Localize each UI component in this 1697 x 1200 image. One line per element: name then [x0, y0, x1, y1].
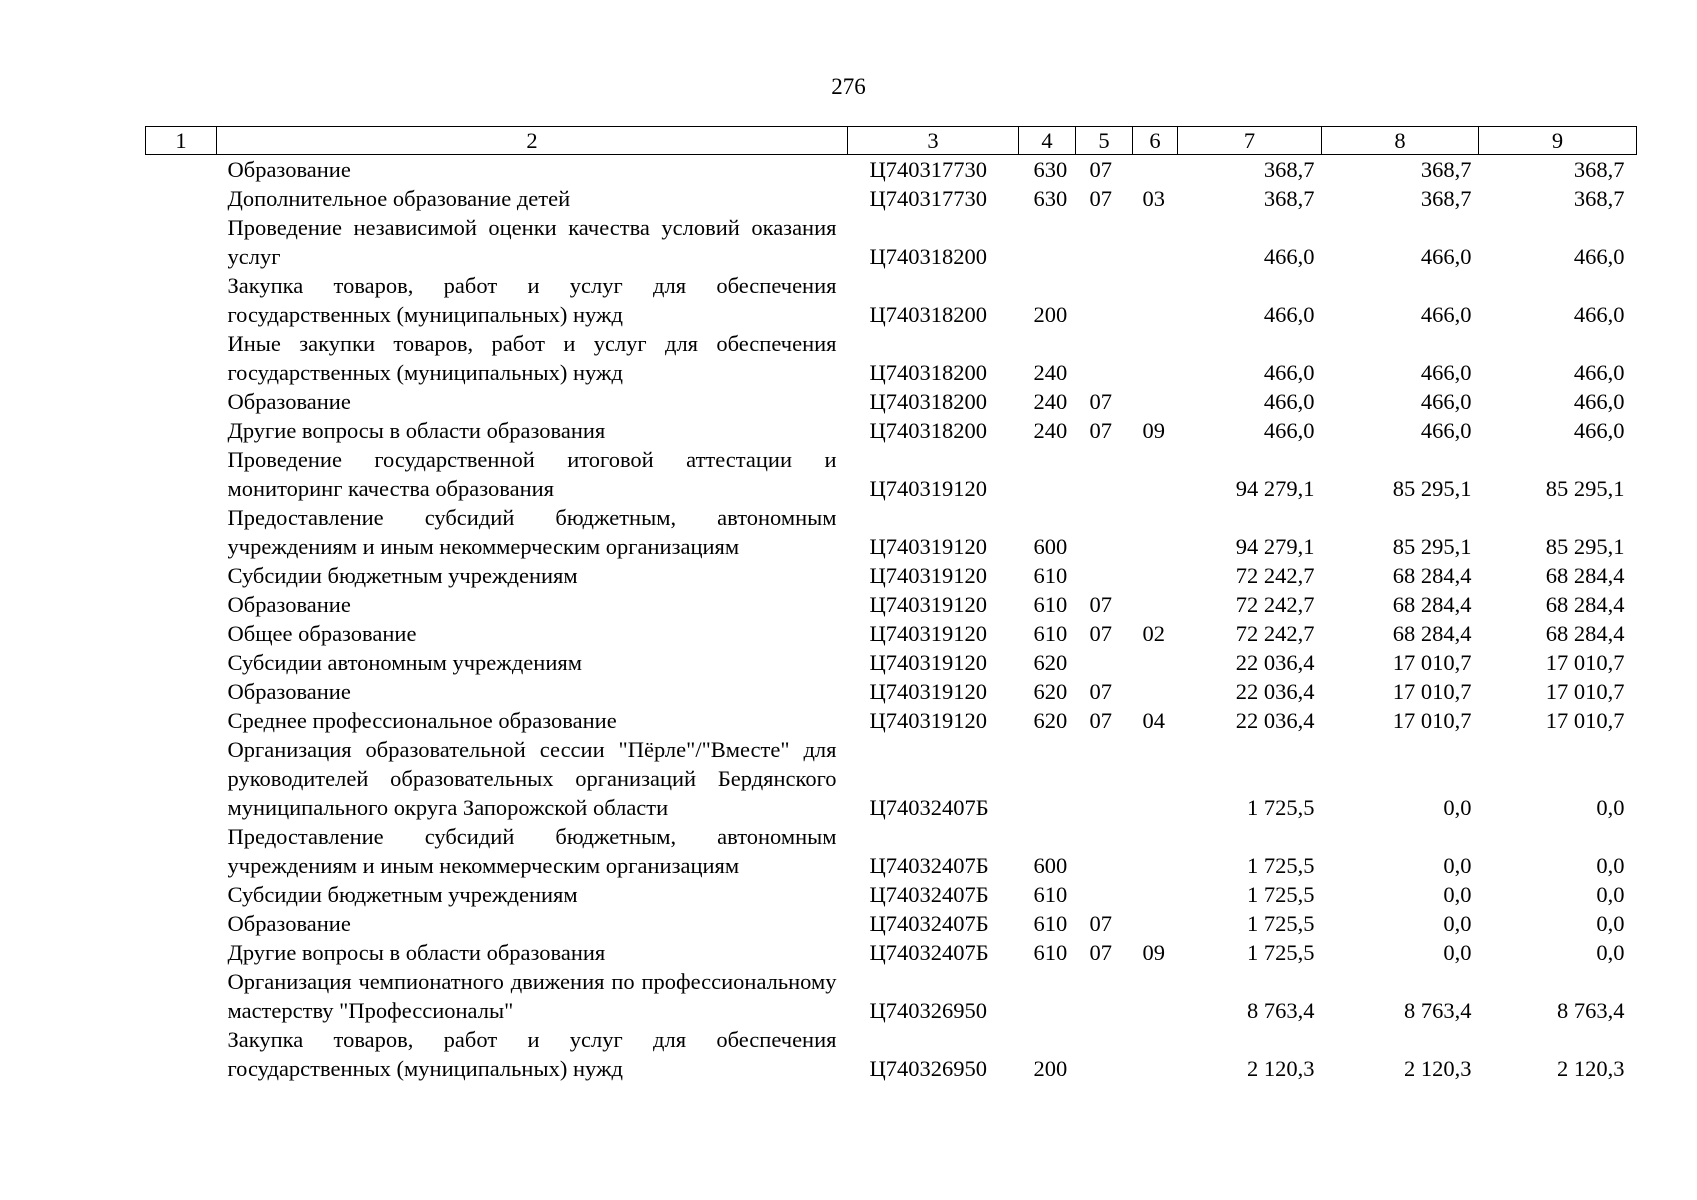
row-section: [1076, 561, 1133, 590]
row-amount-1: 22 036,4: [1235, 679, 1315, 704]
row-expense-type: 620: [1033, 708, 1068, 733]
row-subsection: [1133, 213, 1178, 271]
row-code: Ц740326950: [869, 998, 987, 1023]
row-expense-type: 630: [1033, 157, 1068, 182]
row-amount-2: 466,0: [1420, 418, 1472, 443]
row-amount-2: 2 120,3: [1404, 1056, 1472, 1081]
row-subsection: [1133, 822, 1178, 880]
row-amount-1: 72 242,7: [1235, 621, 1315, 646]
row-amount-2: 0,0: [1443, 940, 1472, 965]
row-amount-3: 466,0: [1573, 244, 1625, 269]
row-section: 07: [1089, 940, 1112, 965]
table-row: [146, 938, 1637, 967]
row-name: Закупка товаров, работ и услуг для обеспечения государственных (муниципальных) нужд: [227, 273, 837, 327]
row-subsection: 09: [1142, 940, 1165, 965]
row-subsection: [1133, 590, 1178, 619]
row-expense-type: [1019, 735, 1076, 822]
row-amount-1: 2 120,3: [1247, 1056, 1315, 1081]
row-section: [1076, 822, 1133, 880]
row-section: 07: [1089, 157, 1112, 182]
row-blank-cell: [146, 416, 217, 445]
row-blank-cell: [146, 706, 217, 735]
row-section: [1076, 967, 1133, 1025]
row-amount-1: 22 036,4: [1235, 650, 1315, 675]
row-code: Ц740318200: [869, 418, 987, 443]
row-name: Образование: [227, 911, 351, 936]
row-amount-3: 0,0: [1596, 853, 1625, 878]
row-amount-1: 466,0: [1263, 244, 1315, 269]
row-name: Проведение государственной итоговой аттестации и мониторинг качества образования: [227, 447, 837, 501]
row-subsection: 09: [1142, 418, 1165, 443]
column-number: 8: [1322, 127, 1479, 155]
row-blank-cell: [146, 329, 217, 387]
row-code: Ц740318200: [869, 302, 987, 327]
row-section: [1076, 503, 1133, 561]
row-section: [1076, 735, 1133, 822]
row-name: Образование: [227, 389, 351, 414]
row-code: Ц74032407Б: [869, 853, 989, 878]
row-subsection: [1133, 967, 1178, 1025]
column-number: 6: [1133, 127, 1178, 155]
row-section: 07: [1089, 679, 1112, 704]
row-name: Субсидии бюджетным учреждениям: [227, 563, 578, 588]
row-subsection: [1133, 677, 1178, 706]
row-amount-1: 72 242,7: [1235, 563, 1315, 588]
row-name: Образование: [227, 157, 351, 182]
row-subsection: 04: [1142, 708, 1165, 733]
table-row: [146, 967, 1637, 1025]
row-amount-3: 17 010,7: [1545, 708, 1625, 733]
row-code: Ц740319120: [869, 650, 987, 675]
row-subsection: [1133, 387, 1178, 416]
row-code: Ц740317730: [869, 186, 987, 211]
row-subsection: [1133, 503, 1178, 561]
row-amount-1: 94 279,1: [1235, 476, 1315, 501]
column-number: 2: [217, 127, 848, 155]
row-expense-type: 610: [1033, 911, 1068, 936]
row-name: Другие вопросы в области образования: [227, 940, 606, 965]
row-expense-type: 610: [1033, 621, 1068, 646]
row-amount-1: 94 279,1: [1235, 534, 1315, 559]
column-number: 9: [1479, 127, 1637, 155]
row-subsection: 02: [1142, 621, 1165, 646]
row-name: Проведение независимой оценки качества условий оказания услуг: [227, 215, 837, 269]
row-expense-type: [1019, 213, 1076, 271]
row-amount-3: 17 010,7: [1545, 679, 1625, 704]
row-expense-type: 600: [1033, 853, 1068, 878]
row-name: Предоставление субсидий бюджетным, автономным учреждениям и иным некоммерческим организациям: [227, 824, 837, 878]
row-code: Ц740319120: [869, 708, 987, 733]
row-name: Закупка товаров, работ и услуг для обеспечения государственных (муниципальных) нужд: [227, 1027, 837, 1081]
row-blank-cell: [146, 561, 217, 590]
row-amount-2: 85 295,1: [1392, 476, 1472, 501]
table-row: [146, 329, 1637, 387]
row-amount-1: 1 725,5: [1247, 795, 1315, 820]
row-blank-cell: [146, 648, 217, 677]
row-name: Иные закупки товаров, работ и услуг для обеспечения государственных (муниципальных) нужд: [227, 331, 837, 385]
row-amount-3: 368,7: [1573, 157, 1625, 182]
row-amount-1: 466,0: [1263, 389, 1315, 414]
table-row: [146, 648, 1637, 677]
row-expense-type: 240: [1033, 418, 1068, 443]
row-amount-3: 466,0: [1573, 360, 1625, 385]
row-amount-2: 466,0: [1420, 389, 1472, 414]
row-amount-3: 0,0: [1596, 940, 1625, 965]
row-subsection: [1133, 1025, 1178, 1083]
column-number: 7: [1178, 127, 1322, 155]
row-code: Ц74032407Б: [869, 940, 989, 965]
row-blank-cell: [146, 184, 217, 213]
row-amount-3: 68 284,4: [1545, 563, 1625, 588]
row-subsection: [1133, 271, 1178, 329]
table-row: [146, 909, 1637, 938]
row-amount-2: 0,0: [1443, 795, 1472, 820]
budget-table: [145, 126, 1637, 1083]
row-name: Другие вопросы в области образования: [227, 418, 606, 443]
row-amount-1: 22 036,4: [1235, 708, 1315, 733]
row-subsection: 03: [1142, 186, 1165, 211]
row-section: 07: [1089, 389, 1112, 414]
row-expense-type: 240: [1033, 360, 1068, 385]
row-blank-cell: [146, 677, 217, 706]
row-amount-2: 17 010,7: [1392, 650, 1472, 675]
row-amount-3: 8 763,4: [1557, 998, 1625, 1023]
row-subsection: [1133, 155, 1178, 185]
row-blank-cell: [146, 880, 217, 909]
row-name: Образование: [227, 679, 351, 704]
row-amount-3: 466,0: [1573, 302, 1625, 327]
table-row: [146, 1025, 1637, 1083]
row-subsection: [1133, 735, 1178, 822]
row-section: 07: [1089, 186, 1112, 211]
row-section: [1076, 445, 1133, 503]
column-number: 3: [848, 127, 1019, 155]
row-subsection: [1133, 329, 1178, 387]
row-amount-2: 0,0: [1443, 882, 1472, 907]
table-row: [146, 155, 1637, 185]
row-section: 07: [1089, 418, 1112, 443]
row-amount-1: 466,0: [1263, 302, 1315, 327]
table-body: [146, 155, 1637, 1084]
row-name: Предоставление субсидий бюджетным, автономным учреждениям и иным некоммерческим организациям: [227, 505, 837, 559]
table-row: [146, 677, 1637, 706]
row-code: Ц740319120: [869, 534, 987, 559]
row-blank-cell: [146, 213, 217, 271]
row-subsection: [1133, 909, 1178, 938]
row-amount-2: 466,0: [1420, 244, 1472, 269]
row-blank-cell: [146, 387, 217, 416]
row-section: [1076, 329, 1133, 387]
row-amount-2: 368,7: [1420, 157, 1472, 182]
table-row: [146, 735, 1637, 822]
row-name: Образование: [227, 592, 351, 617]
row-expense-type: 610: [1033, 592, 1068, 617]
row-subsection: [1133, 561, 1178, 590]
row-amount-1: 1 725,5: [1247, 911, 1315, 936]
table-row: [146, 445, 1637, 503]
row-code: Ц740319120: [869, 476, 987, 501]
row-blank-cell: [146, 822, 217, 880]
row-amount-1: 72 242,7: [1235, 592, 1315, 617]
row-name: Субсидии автономным учреждениям: [227, 650, 582, 675]
table-row: [146, 822, 1637, 880]
row-section: 07: [1089, 621, 1112, 646]
row-name: Среднее профессиональное образование: [227, 708, 617, 733]
table-row: [146, 619, 1637, 648]
row-amount-1: 466,0: [1263, 418, 1315, 443]
row-amount-3: 466,0: [1573, 389, 1625, 414]
row-code: Ц740317730: [869, 157, 987, 182]
row-section: [1076, 1025, 1133, 1083]
row-amount-3: 0,0: [1596, 882, 1625, 907]
row-name: Общее образование: [227, 621, 417, 646]
row-amount-1: 1 725,5: [1247, 853, 1315, 878]
row-section: [1076, 213, 1133, 271]
row-blank-cell: [146, 503, 217, 561]
row-expense-type: 610: [1033, 882, 1068, 907]
row-amount-2: 8 763,4: [1404, 998, 1472, 1023]
row-amount-3: 68 284,4: [1545, 592, 1625, 617]
table-row: [146, 880, 1637, 909]
row-expense-type: 610: [1033, 563, 1068, 588]
table-row: [146, 213, 1637, 271]
row-amount-3: 0,0: [1596, 795, 1625, 820]
table-row: [146, 416, 1637, 445]
row-blank-cell: [146, 155, 217, 185]
row-amount-3: 368,7: [1573, 186, 1625, 211]
row-expense-type: 200: [1033, 302, 1068, 327]
column-number-row: [146, 127, 1637, 155]
row-amount-1: 1 725,5: [1247, 940, 1315, 965]
row-expense-type: 630: [1033, 186, 1068, 211]
table-row: [146, 503, 1637, 561]
row-section: [1076, 648, 1133, 677]
row-blank-cell: [146, 909, 217, 938]
row-section: 07: [1089, 708, 1112, 733]
row-amount-1: 466,0: [1263, 360, 1315, 385]
row-expense-type: 610: [1033, 940, 1068, 965]
row-subsection: [1133, 445, 1178, 503]
table-row: [146, 561, 1637, 590]
row-amount-3: 85 295,1: [1545, 476, 1625, 501]
table-row: [146, 706, 1637, 735]
row-amount-2: 466,0: [1420, 360, 1472, 385]
row-name: Организация образовательной сессии "Пёрле"/"Вместе" для руководителей образовательных организаций Бердянского муниципального округа Запорожской области: [227, 737, 837, 820]
row-blank-cell: [146, 590, 217, 619]
row-blank-cell: [146, 967, 217, 1025]
row-expense-type: 200: [1033, 1056, 1068, 1081]
row-amount-1: 1 725,5: [1247, 882, 1315, 907]
row-amount-2: 68 284,4: [1392, 563, 1472, 588]
row-amount-2: 68 284,4: [1392, 621, 1472, 646]
row-amount-2: 17 010,7: [1392, 708, 1472, 733]
column-number: 4: [1019, 127, 1076, 155]
row-expense-type: 240: [1033, 389, 1068, 414]
table-row: [146, 387, 1637, 416]
row-section: [1076, 880, 1133, 909]
table-row: [146, 590, 1637, 619]
row-code: Ц74032407Б: [869, 882, 989, 907]
row-amount-2: 17 010,7: [1392, 679, 1472, 704]
row-amount-2: 466,0: [1420, 302, 1472, 327]
row-code: Ц740319120: [869, 621, 987, 646]
row-amount-2: 68 284,4: [1392, 592, 1472, 617]
row-amount-3: 2 120,3: [1557, 1056, 1625, 1081]
row-code: Ц74032407Б: [869, 795, 989, 820]
row-subsection: [1133, 648, 1178, 677]
row-blank-cell: [146, 619, 217, 648]
row-amount-2: 368,7: [1420, 186, 1472, 211]
row-code: Ц740318200: [869, 244, 987, 269]
row-code: Ц740318200: [869, 360, 987, 385]
row-expense-type: [1019, 445, 1076, 503]
table-row: [146, 184, 1637, 213]
column-number: 5: [1076, 127, 1133, 155]
row-subsection: [1133, 880, 1178, 909]
row-blank-cell: [146, 445, 217, 503]
row-amount-2: 85 295,1: [1392, 534, 1472, 559]
row-amount-1: 8 763,4: [1247, 998, 1315, 1023]
row-name: Организация чемпионатного движения по профессиональному мастерству "Профессионалы": [227, 969, 837, 1023]
row-amount-3: 85 295,1: [1545, 534, 1625, 559]
row-amount-2: 0,0: [1443, 853, 1472, 878]
row-blank-cell: [146, 1025, 217, 1083]
row-section: [1076, 271, 1133, 329]
row-amount-3: 0,0: [1596, 911, 1625, 936]
row-amount-2: 0,0: [1443, 911, 1472, 936]
row-expense-type: 620: [1033, 650, 1068, 675]
row-amount-3: 466,0: [1573, 418, 1625, 443]
row-code: Ц740326950: [869, 1056, 987, 1081]
row-blank-cell: [146, 271, 217, 329]
row-code: Ц740318200: [869, 389, 987, 414]
row-section: 07: [1089, 911, 1112, 936]
page-number: 276: [831, 74, 866, 99]
row-section: 07: [1089, 592, 1112, 617]
row-amount-3: 68 284,4: [1545, 621, 1625, 646]
row-amount-3: 17 010,7: [1545, 650, 1625, 675]
row-amount-1: 368,7: [1263, 186, 1315, 211]
row-expense-type: 620: [1033, 679, 1068, 704]
row-name: Дополнительное образование детей: [227, 186, 571, 211]
row-expense-type: [1019, 967, 1076, 1025]
row-name: Субсидии бюджетным учреждениям: [227, 882, 578, 907]
row-code: Ц740319120: [869, 592, 987, 617]
row-blank-cell: [146, 735, 217, 822]
row-amount-1: 368,7: [1263, 157, 1315, 182]
row-code: Ц740319120: [869, 563, 987, 588]
row-code: Ц740319120: [869, 679, 987, 704]
row-code: Ц74032407Б: [869, 911, 989, 936]
column-number: 1: [146, 127, 217, 155]
row-blank-cell: [146, 938, 217, 967]
table-row: [146, 271, 1637, 329]
row-expense-type: 600: [1033, 534, 1068, 559]
